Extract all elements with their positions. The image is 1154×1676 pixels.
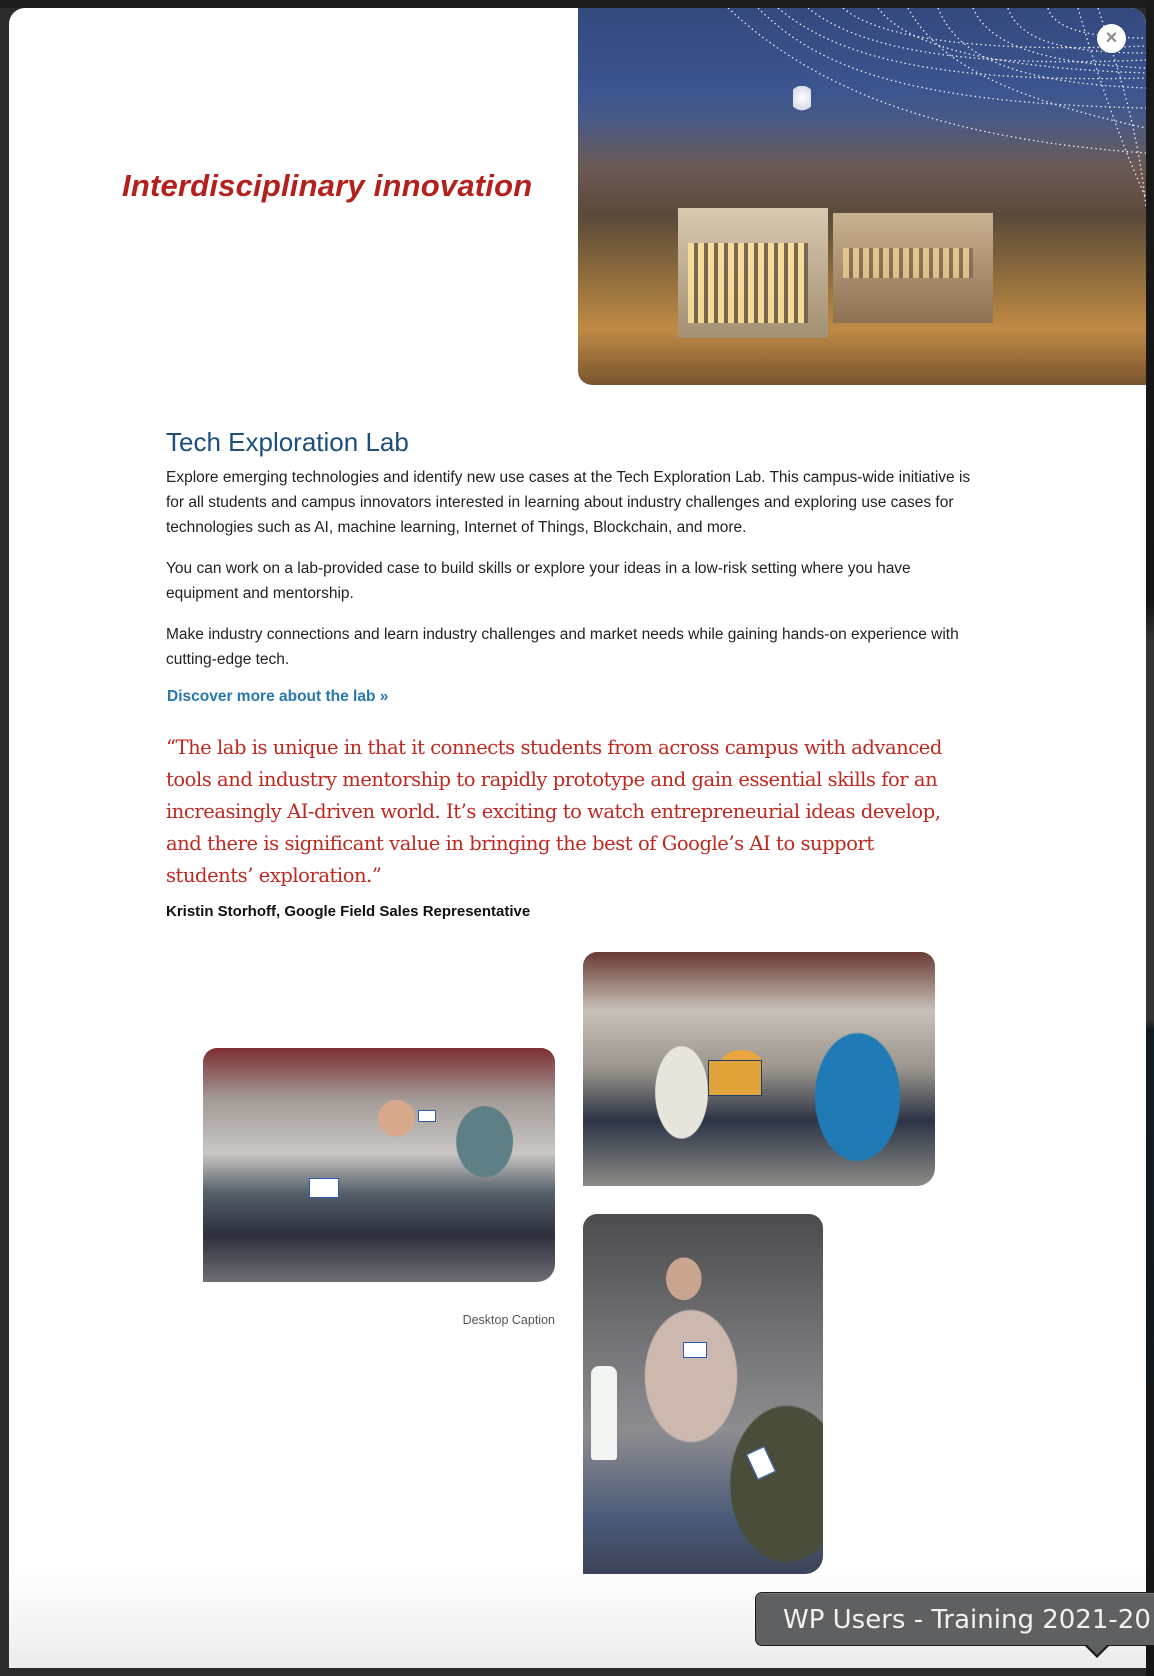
lab-section bbox=[166, 425, 986, 920]
hero-building-windows bbox=[688, 243, 808, 323]
hero-image bbox=[578, 8, 1146, 385]
gallery-photo-mentor bbox=[583, 1214, 823, 1574]
name-tag bbox=[746, 1446, 776, 1480]
testimonial-quote: “The lab is unique in that it connects students from across campus with advanced tools and industry mentorship to rapidly prototype and gain essential skills for an increasingly AI-driven world. It’s exciting to watch entrepreneurial ideas develop, and there is significant value in bringing the best of Google’s AI to support students’ exploration.” bbox=[166, 736, 942, 887]
dotted-lines-decoration bbox=[578, 8, 1146, 385]
section-title: Interdisciplinary innovation bbox=[122, 168, 533, 203]
lab-paragraph: Make industry connections and learn industry challenges and market needs while gaining hands-on experience with cutting-edge tech. bbox=[166, 626, 959, 668]
photo-caption: Desktop Caption bbox=[462, 1313, 555, 1327]
background-right bbox=[1146, 0, 1154, 1676]
discover-lab-link[interactable]: Discover more about the lab » bbox=[167, 688, 389, 705]
gallery-photo-discussion bbox=[583, 952, 935, 1186]
lab-paragraph: You can work on a lab-provided case to build skills or explore your ideas in a low-risk setting where you have equipment and mentorship. bbox=[166, 560, 911, 602]
dock-tooltip: WP Users - Training 2021-20 bbox=[755, 1592, 1154, 1646]
gallery-photo-vr bbox=[203, 1048, 555, 1282]
dock-tooltip-arrow-fill bbox=[1086, 1644, 1108, 1655]
capitol-dome bbox=[793, 86, 811, 116]
background-top bbox=[0, 0, 1154, 8]
close-icon: × bbox=[1105, 27, 1118, 49]
hero-building-annex-windows bbox=[843, 248, 973, 278]
laptop-screen bbox=[708, 1060, 762, 1096]
lab-paragraph: Explore emerging technologies and identify new use cases at the Tech Exploration Lab. This campus-wide initiative is for all students and campus innovators interested in learning about industry challenges and exploring use cases for technologies such as AI, machine learning, Internet of Things, Blockchain, and more. bbox=[166, 469, 971, 536]
water-bottle bbox=[591, 1366, 617, 1460]
close-button[interactable] bbox=[1097, 24, 1126, 53]
name-tag bbox=[418, 1110, 436, 1122]
quote-attribution: Kristin Storhoff, Google Field Sales Representative bbox=[166, 903, 531, 920]
name-tag bbox=[309, 1178, 339, 1198]
lab-title: Tech Exploration Lab bbox=[166, 427, 409, 457]
name-tag bbox=[683, 1342, 707, 1358]
